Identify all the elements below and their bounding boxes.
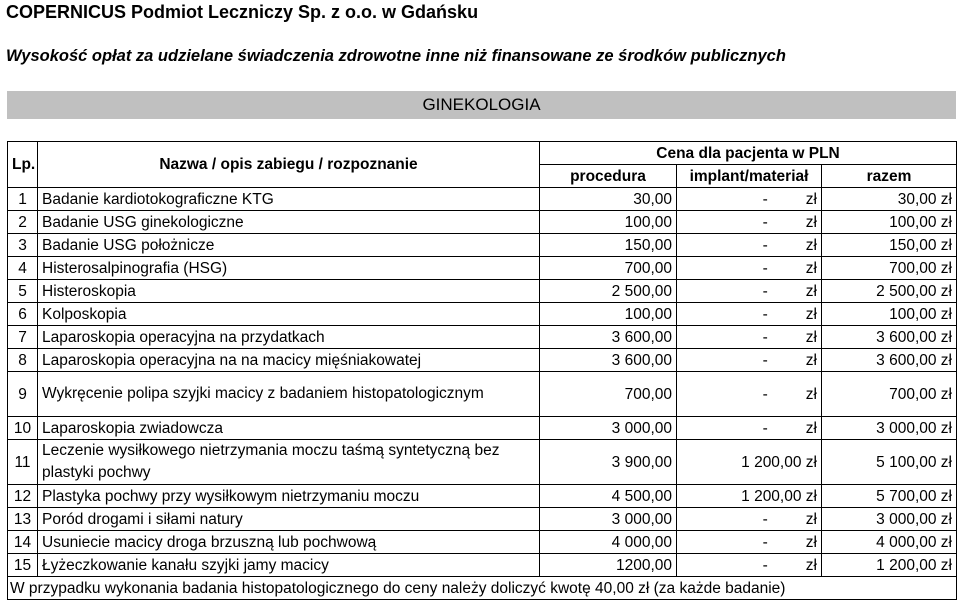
- document-subtitle: Wysokość opłat za udzielane świadczenia zdrowotne inne niż finansowane ze środków publicznych: [6, 47, 786, 65]
- row-lp: 6: [8, 303, 38, 326]
- row-lp: 5: [8, 280, 38, 303]
- row-procedure-price: 150,00: [540, 234, 677, 257]
- implant-value: -: [762, 419, 768, 437]
- implant-value: -: [762, 236, 768, 254]
- row-implant-price: [677, 188, 822, 211]
- implant-value: -: [762, 282, 768, 300]
- row-procedure-price: 1200,00: [540, 554, 677, 577]
- header-implant: implant/materiał: [677, 165, 822, 188]
- table-row: [8, 417, 957, 440]
- row-implant-price: [677, 280, 822, 303]
- implant-unit: zł: [805, 213, 817, 231]
- implant-unit: zł: [805, 453, 817, 471]
- row-name: Usuniecie macicy droga brzuszną lub pochwową: [38, 531, 540, 554]
- table-body: [8, 188, 957, 577]
- row-procedure-price: 100,00: [540, 211, 677, 234]
- footer-note: W przypadku wykonania badania histopatologicznego do ceny należy doliczyć kwotę 40,00 zł (za każde badanie): [8, 577, 957, 600]
- row-total-price: 4 000,00 zł: [822, 531, 957, 554]
- row-name: Leczenie wysiłkowego nietrzymania moczu taśmą syntetyczną bez plastyki pochwy: [38, 440, 540, 485]
- table-row: [8, 372, 957, 417]
- implant-value: 1 200,00: [741, 487, 802, 505]
- row-total-price: 30,00 zł: [822, 188, 957, 211]
- table-row: [8, 440, 957, 485]
- row-implant-price: [677, 485, 822, 508]
- implant-value: -: [762, 510, 768, 528]
- implant-unit: zł: [805, 190, 817, 208]
- implant-value: -: [762, 533, 768, 551]
- header-procedure: procedura: [540, 165, 677, 188]
- implant-unit: zł: [805, 533, 817, 551]
- implant-unit: zł: [805, 259, 817, 277]
- implant-unit: zł: [805, 236, 817, 254]
- department-label: GINEKOLOGIA: [422, 95, 541, 114]
- row-lp: 3: [8, 234, 38, 257]
- row-name: Badanie kardiotokograficzne KTG: [38, 188, 540, 211]
- row-total-price: 100,00 zł: [822, 211, 957, 234]
- row-procedure-price: 700,00: [540, 257, 677, 280]
- row-name: Histeroskopia: [38, 280, 540, 303]
- row-procedure-price: 3 900,00: [540, 440, 677, 485]
- table-row: [8, 349, 957, 372]
- table-row: [8, 234, 957, 257]
- row-lp: 9: [8, 372, 38, 417]
- implant-unit: zł: [805, 487, 817, 505]
- row-name: Wykręcenie polipa szyjki macicy z badaniem histopatologicznym: [38, 372, 540, 417]
- row-total-price: 150,00 zł: [822, 234, 957, 257]
- row-total-price: 3 000,00 zł: [822, 508, 957, 531]
- implant-unit: zł: [805, 385, 817, 403]
- row-implant-price: [677, 554, 822, 577]
- table-row: [8, 257, 957, 280]
- row-lp: 15: [8, 554, 38, 577]
- row-procedure-price: 4 500,00: [540, 485, 677, 508]
- table-row: [8, 188, 957, 211]
- row-name: Poród drogami i siłami natury: [38, 508, 540, 531]
- implant-value: -: [762, 385, 768, 403]
- implant-unit: zł: [805, 282, 817, 300]
- row-total-price: 5 700,00 zł: [822, 485, 957, 508]
- row-implant-price: [677, 211, 822, 234]
- row-implant-price: [677, 303, 822, 326]
- row-total-price: 700,00 zł: [822, 257, 957, 280]
- row-total-price: 2 500,00 zł: [822, 280, 957, 303]
- table-row: [8, 280, 957, 303]
- row-lp: 10: [8, 417, 38, 440]
- table-row: [8, 303, 957, 326]
- implant-value: -: [762, 213, 768, 231]
- row-lp: 12: [8, 485, 38, 508]
- row-procedure-price: 4 000,00: [540, 531, 677, 554]
- header-total: razem: [822, 165, 957, 188]
- implant-value: -: [762, 305, 768, 323]
- row-total-price: 3 600,00 zł: [822, 349, 957, 372]
- implant-value: -: [762, 328, 768, 346]
- row-name: Laparoskopia operacyjna na przydatkach: [38, 326, 540, 349]
- implant-unit: zł: [805, 510, 817, 528]
- row-procedure-price: 3 600,00: [540, 326, 677, 349]
- row-implant-price: [677, 440, 822, 485]
- row-procedure-price: 100,00: [540, 303, 677, 326]
- row-implant-price: [677, 234, 822, 257]
- implant-value: 1 200,00: [741, 453, 802, 471]
- row-total-price: 1 200,00 zł: [822, 554, 957, 577]
- table-row: [8, 326, 957, 349]
- table-row: [8, 554, 957, 577]
- implant-unit: zł: [805, 419, 817, 437]
- table-row: [8, 531, 957, 554]
- row-procedure-price: 3 000,00: [540, 508, 677, 531]
- header-price-group: Cena dla pacjenta w PLN: [540, 142, 957, 165]
- price-table: [7, 141, 957, 600]
- implant-value: -: [762, 556, 768, 574]
- row-name: Badanie USG położnicze: [38, 234, 540, 257]
- row-lp: 1: [8, 188, 38, 211]
- implant-unit: zł: [805, 305, 817, 323]
- row-name: Histerosalpinografia (HSG): [38, 257, 540, 280]
- department-band: [7, 91, 956, 119]
- row-name: Laparoskopia operacyjna na na macicy mięśniakowatej: [38, 349, 540, 372]
- table-row: [8, 211, 957, 234]
- row-name: Laparoskopia zwiadowcza: [38, 417, 540, 440]
- row-total-price: 100,00 zł: [822, 303, 957, 326]
- row-name: Kolposkopia: [38, 303, 540, 326]
- row-implant-price: [677, 349, 822, 372]
- row-total-price: 3 600,00 zł: [822, 326, 957, 349]
- row-lp: 11: [8, 440, 38, 485]
- implant-value: -: [762, 351, 768, 369]
- implant-unit: zł: [805, 328, 817, 346]
- row-total-price: 3 000,00 zł: [822, 417, 957, 440]
- row-lp: 7: [8, 326, 38, 349]
- row-lp: 13: [8, 508, 38, 531]
- implant-unit: zł: [805, 556, 817, 574]
- row-implant-price: [677, 257, 822, 280]
- row-name: Badanie USG ginekologiczne: [38, 211, 540, 234]
- row-implant-price: [677, 417, 822, 440]
- row-implant-price: [677, 531, 822, 554]
- row-procedure-price: 2 500,00: [540, 280, 677, 303]
- row-total-price: 5 100,00 zł: [822, 440, 957, 485]
- row-lp: 8: [8, 349, 38, 372]
- row-implant-price: [677, 372, 822, 417]
- row-name: Plastyka pochwy przy wysiłkowym nietrzymaniu moczu: [38, 485, 540, 508]
- table-row: [8, 485, 957, 508]
- row-name: Łyżeczkowanie kanału szyjki jamy macicy: [38, 554, 540, 577]
- row-total-price: 700,00 zł: [822, 372, 957, 417]
- row-procedure-price: 3 000,00: [540, 417, 677, 440]
- row-lp: 2: [8, 211, 38, 234]
- row-implant-price: [677, 508, 822, 531]
- implant-value: -: [762, 259, 768, 277]
- header-lp: Lp.: [8, 142, 38, 188]
- implant-value: -: [762, 190, 768, 208]
- row-procedure-price: 700,00: [540, 372, 677, 417]
- row-lp: 14: [8, 531, 38, 554]
- row-implant-price: [677, 326, 822, 349]
- table-row: [8, 508, 957, 531]
- document-title: COPERNICUS Podmiot Leczniczy Sp. z o.o. w Gdańsku: [6, 2, 479, 22]
- row-procedure-price: 30,00: [540, 188, 677, 211]
- row-lp: 4: [8, 257, 38, 280]
- header-name: Nazwa / opis zabiegu / rozpoznanie: [38, 142, 540, 188]
- row-procedure-price: 3 600,00: [540, 349, 677, 372]
- implant-unit: zł: [805, 351, 817, 369]
